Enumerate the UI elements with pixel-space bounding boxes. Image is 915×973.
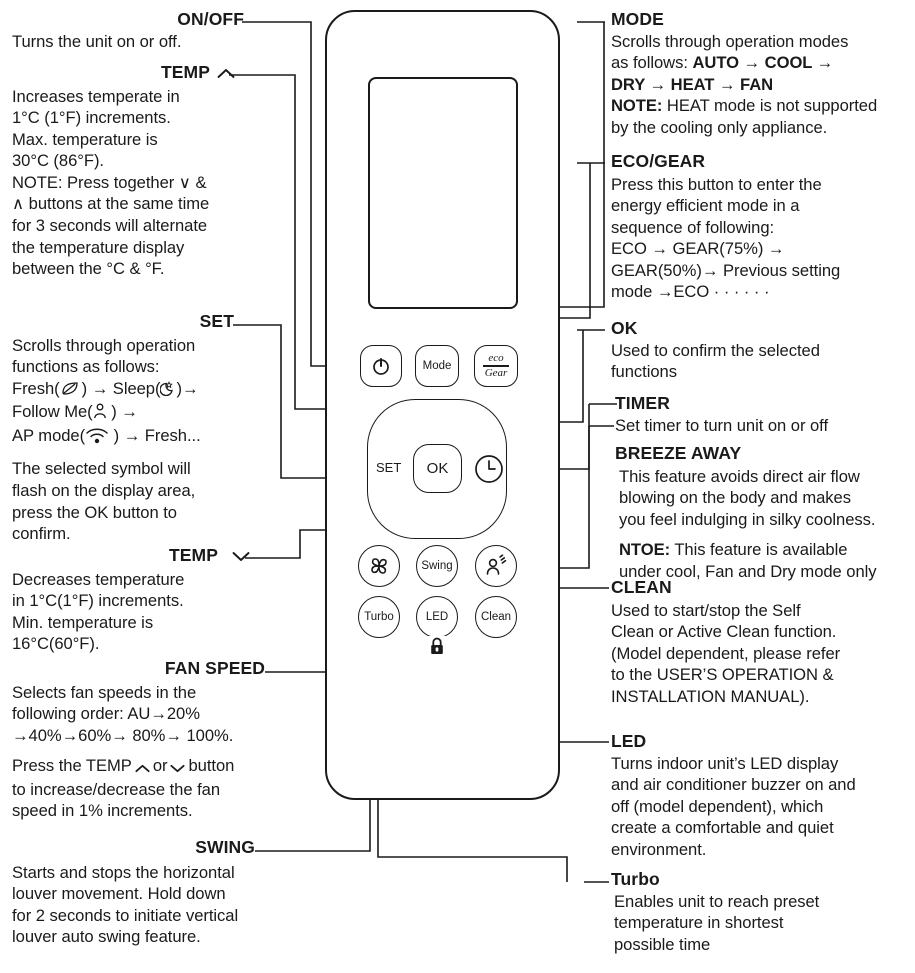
- clean-line-2: Clean or Active Clean function.: [611, 622, 837, 642]
- lock-combo-indicator: [428, 636, 446, 656]
- fan-speed-heading: FAN SPEED: [164, 658, 265, 678]
- eco-label: eco: [488, 352, 504, 365]
- set-sequence-line-3: AP mode( ) → Fresh...: [12, 425, 234, 450]
- chevron-up-icon: [217, 68, 232, 77]
- set-heading: SET: [199, 311, 234, 331]
- ok-heading: OK: [611, 318, 638, 338]
- eco-gear-button[interactable]: [474, 345, 518, 387]
- temp-up-heading: TEMP: [160, 62, 210, 82]
- eco-gear-line-2: energy efficient mode in a: [611, 196, 800, 216]
- set-line-1: Scrolls through operation: [12, 335, 196, 355]
- breeze-note-line-2: under cool, Fan and Dry mode only: [619, 561, 877, 581]
- fan-speed-line-1: Selects fan speeds in the: [12, 682, 197, 702]
- eco-gear-line-1: Press this button to enter the: [611, 174, 822, 194]
- chevron-down-icon: [232, 551, 247, 560]
- breeze-note-line-1: NTOE: This feature is available: [619, 540, 848, 560]
- temp-up-line-5: NOTE: Press together ∨ &: [12, 172, 207, 192]
- set-note-line-1: The selected symbol will: [12, 459, 191, 479]
- led-button-label: LED: [425, 611, 449, 623]
- temp-down-line-3: Min. temperature is: [12, 612, 154, 632]
- callout-ok: [611, 319, 901, 383]
- mode-button-label: Mode: [422, 360, 452, 372]
- led-line-4: create a comfortable and quiet: [611, 818, 834, 838]
- temp-up-line-6: ∧ buttons at the same time: [12, 194, 210, 214]
- remote-display-screen: [368, 77, 518, 309]
- temp-up-line-1: Increases temperate in: [12, 86, 180, 106]
- ok-button-label: OK: [426, 460, 449, 477]
- clock-icon: [474, 454, 504, 484]
- timer-heading: TIMER: [615, 393, 670, 413]
- callout-temp-down: [12, 546, 247, 655]
- eco-gear-line-3: sequence of following:: [611, 217, 775, 237]
- clean-button-label: Clean: [480, 611, 512, 623]
- led-line-2: and air conditioner buzzer on and: [611, 775, 856, 795]
- power-button[interactable]: [360, 345, 402, 387]
- fan-speed-temp-line: Press the TEMP or button: [12, 755, 265, 779]
- breeze-line-2: blowing on the body and makes: [619, 488, 851, 508]
- fan-speed-line-6: speed in 1% increments.: [12, 801, 193, 821]
- fan-icon: [366, 553, 392, 579]
- led-line-3: off (model dependent), which: [611, 796, 824, 816]
- chevron-up-icon: [135, 757, 150, 779]
- swing-heading: SWING: [195, 837, 255, 857]
- power-icon: [370, 355, 392, 377]
- temp-up-line-9: between the °C & °F.: [12, 259, 165, 279]
- temp-up-line-3: Max. temperature is: [12, 129, 158, 149]
- turbo-heading: Turbo: [611, 869, 660, 889]
- clean-line-1: Used to start/stop the Self: [611, 600, 801, 620]
- turbo-button[interactable]: [358, 596, 400, 638]
- set-note-line-3: press the OK button to: [12, 502, 177, 522]
- mode-heading: MODE: [611, 9, 664, 29]
- callout-timer: [615, 394, 905, 436]
- fan-speed-line-3: →40%→60%→ 80%→ 100%.: [12, 725, 234, 745]
- ok-button[interactable]: [413, 444, 462, 493]
- clean-heading: CLEAN: [611, 577, 672, 597]
- mode-line-2: as follows: AUTO → COOL →: [611, 53, 834, 73]
- temp-up-line-2: 1°C (1°F) increments.: [12, 108, 171, 128]
- swing-line-1: Starts and stops the horizontal: [12, 862, 235, 882]
- swing-button[interactable]: [416, 545, 458, 587]
- on-off-body: Turns the unit on or off.: [12, 31, 182, 51]
- callout-temp-up: [12, 63, 232, 280]
- ok-line-1: Used to confirm the selected: [611, 340, 820, 360]
- led-line-1: Turns indoor unit’s LED display: [611, 753, 839, 773]
- led-heading: LED: [611, 731, 647, 751]
- temp-down-line-2: in 1°C(1°F) increments.: [12, 591, 184, 611]
- swing-line-2: louver movement. Hold down: [12, 884, 226, 904]
- fan-speed-line-2: following order: AU→20%: [12, 704, 200, 724]
- callout-mode: [611, 10, 911, 138]
- set-button-label[interactable]: SET: [376, 460, 402, 475]
- lock-icon: [429, 637, 445, 656]
- clean-line-4: to the USER’S OPERATION &: [611, 665, 834, 685]
- turbo-line-2: temperature in shortest: [614, 913, 784, 933]
- breeze-away-button[interactable]: [475, 545, 517, 587]
- gear-label: Gear: [484, 366, 508, 379]
- ok-line-2: functions: [611, 362, 677, 382]
- timer-body: Set timer to turn unit on or off: [615, 415, 829, 435]
- breeze-away-heading: BREEZE AWAY: [615, 443, 742, 463]
- clean-line-5: INSTALLATION MANUAL).: [611, 686, 810, 706]
- sleep-moon-icon: [160, 380, 176, 402]
- temp-down-line-4: 16°C(60°F).: [12, 634, 100, 654]
- mode-note-line-1: NOTE: HEAT mode is not supported: [611, 96, 878, 116]
- set-note-line-2: flash on the display area,: [12, 480, 196, 500]
- callout-on-off: [12, 10, 244, 52]
- clean-button[interactable]: [475, 596, 517, 638]
- callout-breeze-away: [615, 444, 913, 582]
- breeze-line-1: This feature avoids direct air flow: [619, 466, 860, 486]
- led-line-5: environment.: [611, 839, 707, 859]
- breeze-away-icon: [482, 552, 510, 580]
- chevron-down-icon: [170, 757, 185, 779]
- swing-button-label: Swing: [421, 560, 453, 572]
- on-off-heading: ON/OFF: [177, 9, 244, 29]
- turbo-button-label: Turbo: [364, 611, 394, 623]
- temp-up-line-7: for 3 seconds will alternate: [12, 215, 208, 235]
- breeze-line-3: you feel indulging in silky coolness.: [619, 509, 876, 529]
- mode-note-line-2: by the cooling only appliance.: [611, 117, 828, 137]
- swing-line-3: for 2 seconds to initiate vertical: [12, 905, 239, 925]
- set-note-line-4: confirm.: [12, 524, 71, 544]
- set-line-2: functions as follows:: [12, 357, 160, 377]
- callout-fan-speed: [12, 659, 265, 822]
- mode-line-3: DRY → HEAT → FAN: [611, 74, 774, 94]
- temp-up-line-8: the temperature display: [12, 237, 185, 257]
- turbo-line-1: Enables unit to reach preset: [614, 891, 820, 911]
- timer-button[interactable]: [474, 454, 504, 484]
- temp-down-line-1: Decreases temperature: [12, 569, 185, 589]
- eco-gear-line-6: mode →ECO · · · · · ·: [611, 282, 770, 302]
- ap-mode-wifi-icon: [85, 427, 109, 450]
- fresh-leaf-icon: [60, 380, 82, 402]
- set-sequence-line-2: Follow Me( ) →: [12, 401, 234, 425]
- temp-up-line-4: 30°C (86°F).: [12, 151, 104, 171]
- callout-turbo: [611, 870, 906, 955]
- follow-me-person-icon: [93, 403, 107, 425]
- callout-led: [611, 732, 914, 860]
- fan-speed-button[interactable]: [358, 545, 400, 587]
- eco-gear-heading: ECO/GEAR: [611, 151, 706, 171]
- eco-gear-line-4: ECO → GEAR(75%) →: [611, 239, 785, 259]
- swing-line-4: louver auto swing feature.: [12, 927, 201, 947]
- callout-eco-gear: [611, 152, 911, 303]
- temp-down-heading: TEMP: [168, 545, 218, 565]
- clean-line-3: (Model dependent, please refer: [611, 643, 841, 663]
- callout-swing: [12, 838, 255, 948]
- callout-clean: [611, 578, 911, 707]
- mode-button[interactable]: [415, 345, 459, 387]
- fan-speed-line-5: to increase/decrease the fan: [12, 779, 220, 799]
- led-button[interactable]: [416, 596, 458, 638]
- mode-line-1: Scrolls through operation modes: [611, 31, 849, 51]
- turbo-line-3: possible time: [614, 934, 711, 954]
- eco-gear-line-5: GEAR(50%)→ Previous setting: [611, 260, 841, 280]
- set-sequence-line-1: Fresh( ) → Sleep( )→: [12, 378, 234, 402]
- callout-set: [12, 312, 234, 545]
